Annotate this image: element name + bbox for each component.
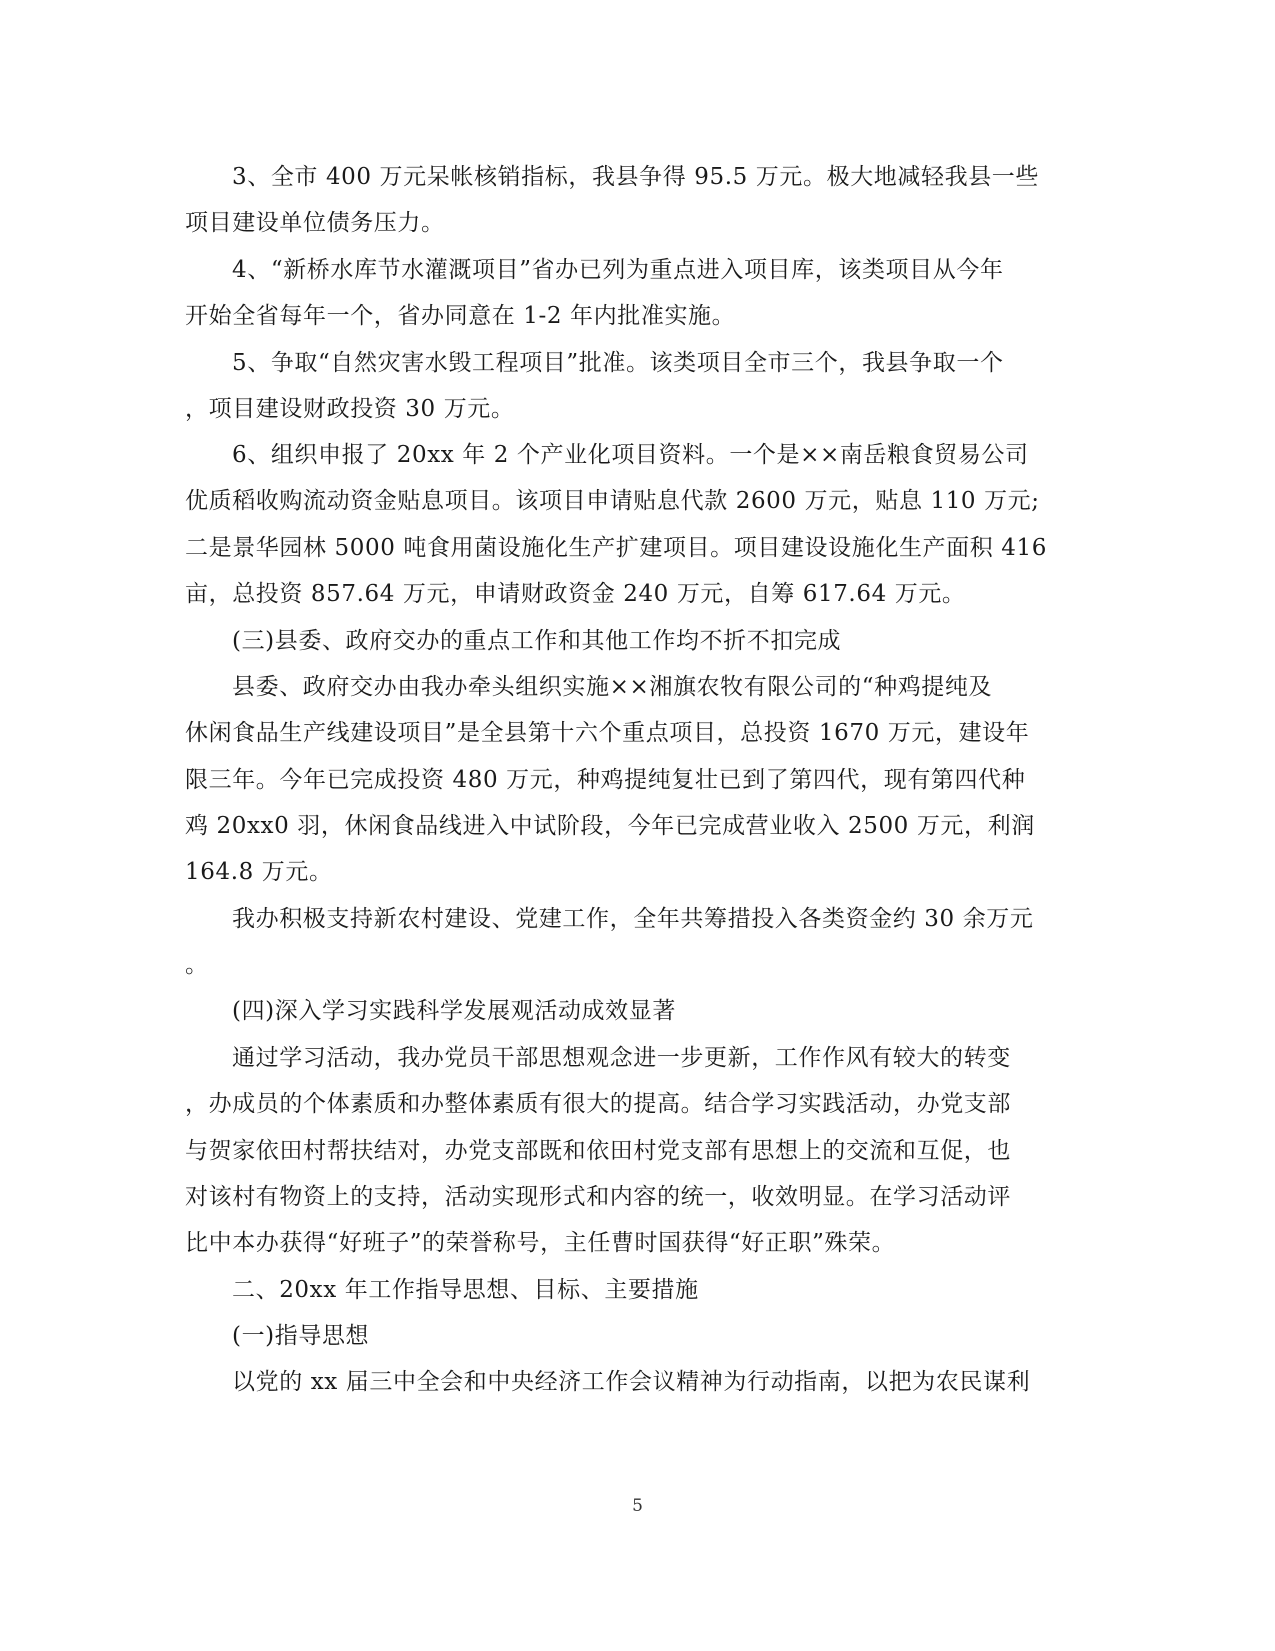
text-line: 鸡 20xx0 羽，休闲食品线进入中试阶段，今年已完成营业收入 2500 万元，利润 — [185, 813, 1035, 839]
text-line: 限三年。今年已完成投资 480 万元，种鸡提纯复壮已到了第四代，现有第四代种 — [185, 767, 1026, 793]
section-heading: (一)指导思想 — [232, 1323, 370, 1349]
text-line: ，办成员的个体素质和办整体素质有很大的提高。结合学习实践活动，办党支部 — [185, 1091, 1011, 1117]
text-line: 164.8 万元。 — [185, 859, 333, 885]
text-line: 县委、政府交办由我办牵头组织实施××湘旗农牧有限公司的“种鸡提纯及 — [232, 674, 993, 700]
text-line: ，项目建设财政投资 30 万元。 — [185, 396, 515, 422]
text-line: 。 — [185, 952, 209, 978]
text-line: 通过学习活动，我办党员干部思想观念进一步更新，工作作风有较大的转变 — [232, 1045, 1011, 1071]
text-line: 以党的 xx 届三中全会和中央经济工作会议精神为行动指南，以把为农民谋利 — [232, 1369, 1031, 1395]
text-line: 项目建设单位债务压力。 — [185, 210, 445, 236]
text-line: 二是景华园林 5000 吨食用菌设施化生产扩建项目。项目建设设施化生产面积 416 — [185, 535, 1047, 561]
text-line: 开始全省每年一个，省办同意在 1-2 年内批准实施。 — [185, 303, 736, 329]
section-heading: (三)县委、政府交办的重点工作和其他工作均不折不扣完成 — [232, 628, 842, 654]
text-line: 对该村有物资上的支持，活动实现形式和内容的统一，收效明显。在学习活动评 — [185, 1184, 1011, 1210]
section-heading: 二、20xx 年工作指导思想、目标、主要措施 — [232, 1277, 699, 1303]
text-line: 亩，总投资 857.64 万元，申请财政资金 240 万元，自筹 617.64 万元。 — [185, 581, 966, 607]
text-line: 3、全市 400 万元呆帐核销指标，我县争得 95.5 万元。极大地减轻我县一些 — [232, 164, 1039, 190]
text-line: 休闲食品生产线建设项目”是全县第十六个重点项目，总投资 1670 万元，建设年 — [185, 720, 1030, 746]
text-line: 6、组织申报了 20xx 年 2 个产业化项目资料。一个是××南岳粮食贸易公司 — [232, 442, 1029, 468]
page-number: 5 — [632, 1496, 643, 1516]
text-line: 优质稻收购流动资金贴息项目。该项目申请贴息代款 2600 万元，贴息 110 万元; — [185, 488, 1040, 514]
text-line: 我办积极支持新农村建设、党建工作，全年共筹措投入各类资金约 30 余万元 — [232, 906, 1034, 932]
text-line: 比中本办获得“好班子”的荣誉称号，主任曹时国获得“好正职”殊荣。 — [185, 1230, 896, 1256]
text-line: 4、“新桥水库节水灌溉项目”省办已列为重点进入项目库，该类项目从今年 — [232, 257, 1004, 283]
text-line: 与贺家依田村帮扶结对，办党支部既和依田村党支部有思想上的交流和互促，也 — [185, 1138, 1011, 1164]
section-heading: (四)深入学习实践科学发展观活动成效显著 — [232, 998, 676, 1024]
text-line: 5、争取“自然灾害水毁工程项目”批准。该类项目全市三个，我县争取一个 — [232, 350, 1004, 376]
